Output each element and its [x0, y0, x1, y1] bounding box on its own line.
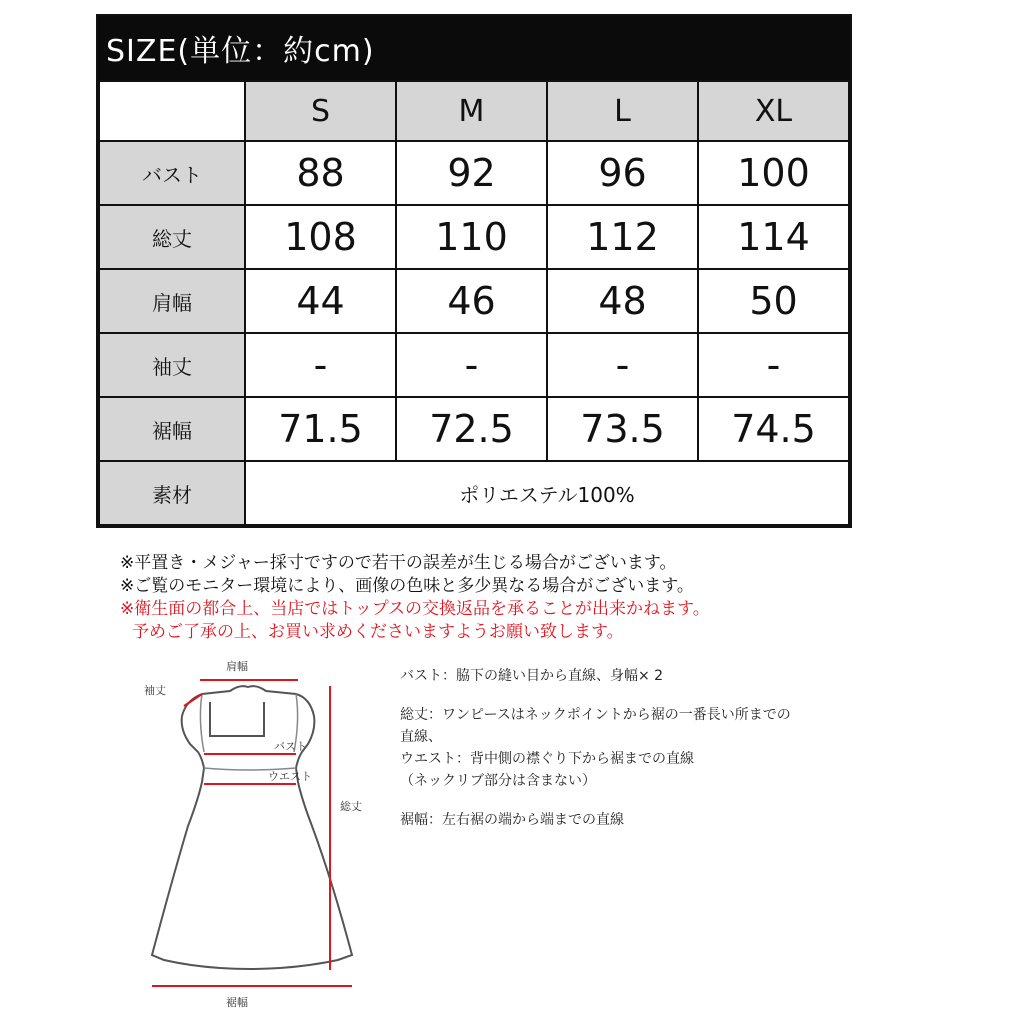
definition-hem: 裾幅：左右裾の端から端までの直線: [400, 812, 624, 828]
cell-value: 100: [698, 141, 849, 205]
definition-waist: ウエスト：背中側の襟ぐり下から裾までの直線: [400, 751, 694, 767]
cell-value: -: [547, 333, 698, 397]
size-header-xl: XL: [698, 81, 849, 141]
cell-value: 71.5: [245, 397, 396, 461]
size-header-l: L: [547, 81, 698, 141]
cell-value: 50: [698, 269, 849, 333]
cell-value: 48: [547, 269, 698, 333]
cell-value: 74.5: [698, 397, 849, 461]
cell-value: 72.5: [396, 397, 547, 461]
cell-value: -: [698, 333, 849, 397]
table-row: [99, 397, 849, 461]
table-row: [99, 205, 849, 269]
material-value: ポリエステル100%: [245, 461, 849, 525]
corner-cell: [99, 81, 245, 141]
cell-value: 88: [245, 141, 396, 205]
cell-value: 44: [245, 269, 396, 333]
row-label-material: 素材: [99, 461, 245, 525]
table-row: [99, 333, 849, 397]
dress-outline: [152, 686, 352, 969]
cell-value: 112: [547, 205, 698, 269]
note-line: ※平置き・メジャー採寸ですので若干の誤差が生じる場合がございます。: [120, 553, 677, 573]
row-label-bust: バスト: [99, 141, 245, 205]
waist-label: ウエスト: [268, 770, 312, 783]
cell-value: -: [396, 333, 547, 397]
note-line-warning: 予めご了承の上、お買い求めくださいますようお願い致します。: [132, 622, 624, 642]
note-line-warning: ※衛生面の都合上、当店ではトップスの交換返品を承ることが出来かねます。: [120, 599, 710, 619]
table-row: [99, 461, 849, 525]
definition-bust: バスト：脇下の縫い目から直線、身幅× 2: [400, 668, 664, 684]
definition-length-cont: 直線、: [400, 729, 442, 745]
cell-value: 73.5: [547, 397, 698, 461]
measurement-definitions: [400, 665, 791, 831]
table-row: [99, 269, 849, 333]
definition-length: 総丈：ワンピースはネックポイントから裾の一番長い所までの: [400, 707, 791, 723]
row-label-sleeve: 袖丈: [99, 333, 245, 397]
length-label: 総丈: [340, 800, 362, 813]
definition-waist-note: （ネックリブ部分は含まない）: [400, 773, 596, 789]
size-grid: [98, 80, 850, 526]
table-row: [99, 141, 849, 205]
cell-value: 96: [547, 141, 698, 205]
note-line: ※ご覧のモニター環境により、画像の色味と多少異なる場合がございます。: [120, 576, 694, 596]
size-table: [96, 14, 852, 528]
shoulder-label: 肩幅: [226, 660, 248, 673]
row-label-hem: 裾幅: [99, 397, 245, 461]
sleeve-label: 袖丈: [144, 684, 166, 697]
dress-measurement-diagram: [130, 650, 380, 1022]
bust-label: バスト: [274, 740, 307, 753]
size-header-m: M: [396, 81, 547, 141]
notes: [120, 552, 710, 644]
cell-value: 114: [698, 205, 849, 269]
size-header-row: [99, 81, 849, 141]
hem-label: 裾幅: [226, 996, 248, 1009]
size-table-title: SIZE(単位：約cm): [98, 16, 850, 80]
row-label-shoulder: 肩幅: [99, 269, 245, 333]
row-label-length: 総丈: [99, 205, 245, 269]
cell-value: 108: [245, 205, 396, 269]
cell-value: 92: [396, 141, 547, 205]
cell-value: 46: [396, 269, 547, 333]
size-header-s: S: [245, 81, 396, 141]
cell-value: -: [245, 333, 396, 397]
cell-value: 110: [396, 205, 547, 269]
